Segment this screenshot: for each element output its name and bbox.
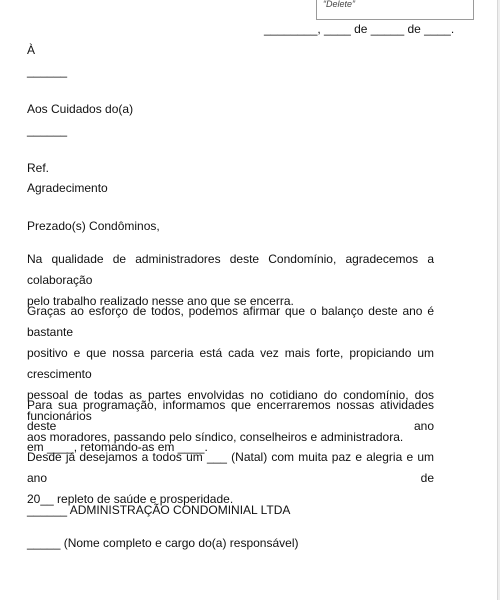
paragraph-4 <box>27 447 434 510</box>
ref-label: Ref. <box>27 161 50 175</box>
date-line: ________, ____ de _____ de ____. <box>264 22 455 36</box>
paragraph-line: positivo e que nossa parceria está cada vez mais forte, propiciando um crescimento <box>27 346 434 381</box>
care-of-label: Aos Cuidados do(a) <box>27 102 134 116</box>
paragraph-line: pelo trabalho realizado nesse ano que se encerra. <box>27 294 294 308</box>
paragraph-line: Graças ao esforço de todos, podemos afirmar que o balanço deste ano é bastante <box>27 304 434 339</box>
recipient-blank: ______ <box>27 64 68 78</box>
greeting: Prezado(s) Condôminos, <box>27 219 160 233</box>
note-line-2: “Delete” <box>323 0 356 9</box>
recipient-label: À <box>27 43 36 57</box>
paragraph-line: em ____, retomando-as em ____. <box>27 440 208 454</box>
signature-responsible: _____ (Nome completo e cargo do(a) responsável) <box>27 536 299 550</box>
paragraph-line: Desde já desejamos a todos um ___ (Natal) com muita paz e alegria e um ano de <box>27 450 434 485</box>
paragraph-line: pessoal de todas as partes envolvidas no cotidiano do condomínio, dos funcionários <box>27 388 434 423</box>
ref-subject: Agradecimento <box>27 181 108 195</box>
paragraph-line: aos moradores, passando pelo síndico, conselheiros e administradora. <box>27 430 404 444</box>
paragraph-line: Para sua programação, informamos que encerraremos nossas atividades deste ano <box>27 398 434 433</box>
instruction-note <box>316 0 474 20</box>
paragraph-line: 20__ repleto de saúde e prosperidade. <box>27 492 234 506</box>
care-of-blank: ______ <box>27 123 68 137</box>
paragraph-line: Na qualidade de administradores deste Condomínio, agradecemos a colaboração <box>27 252 434 287</box>
signature-company: ______ ADMINISTRAÇÃO CONDOMINIAL LTDA <box>27 503 291 517</box>
